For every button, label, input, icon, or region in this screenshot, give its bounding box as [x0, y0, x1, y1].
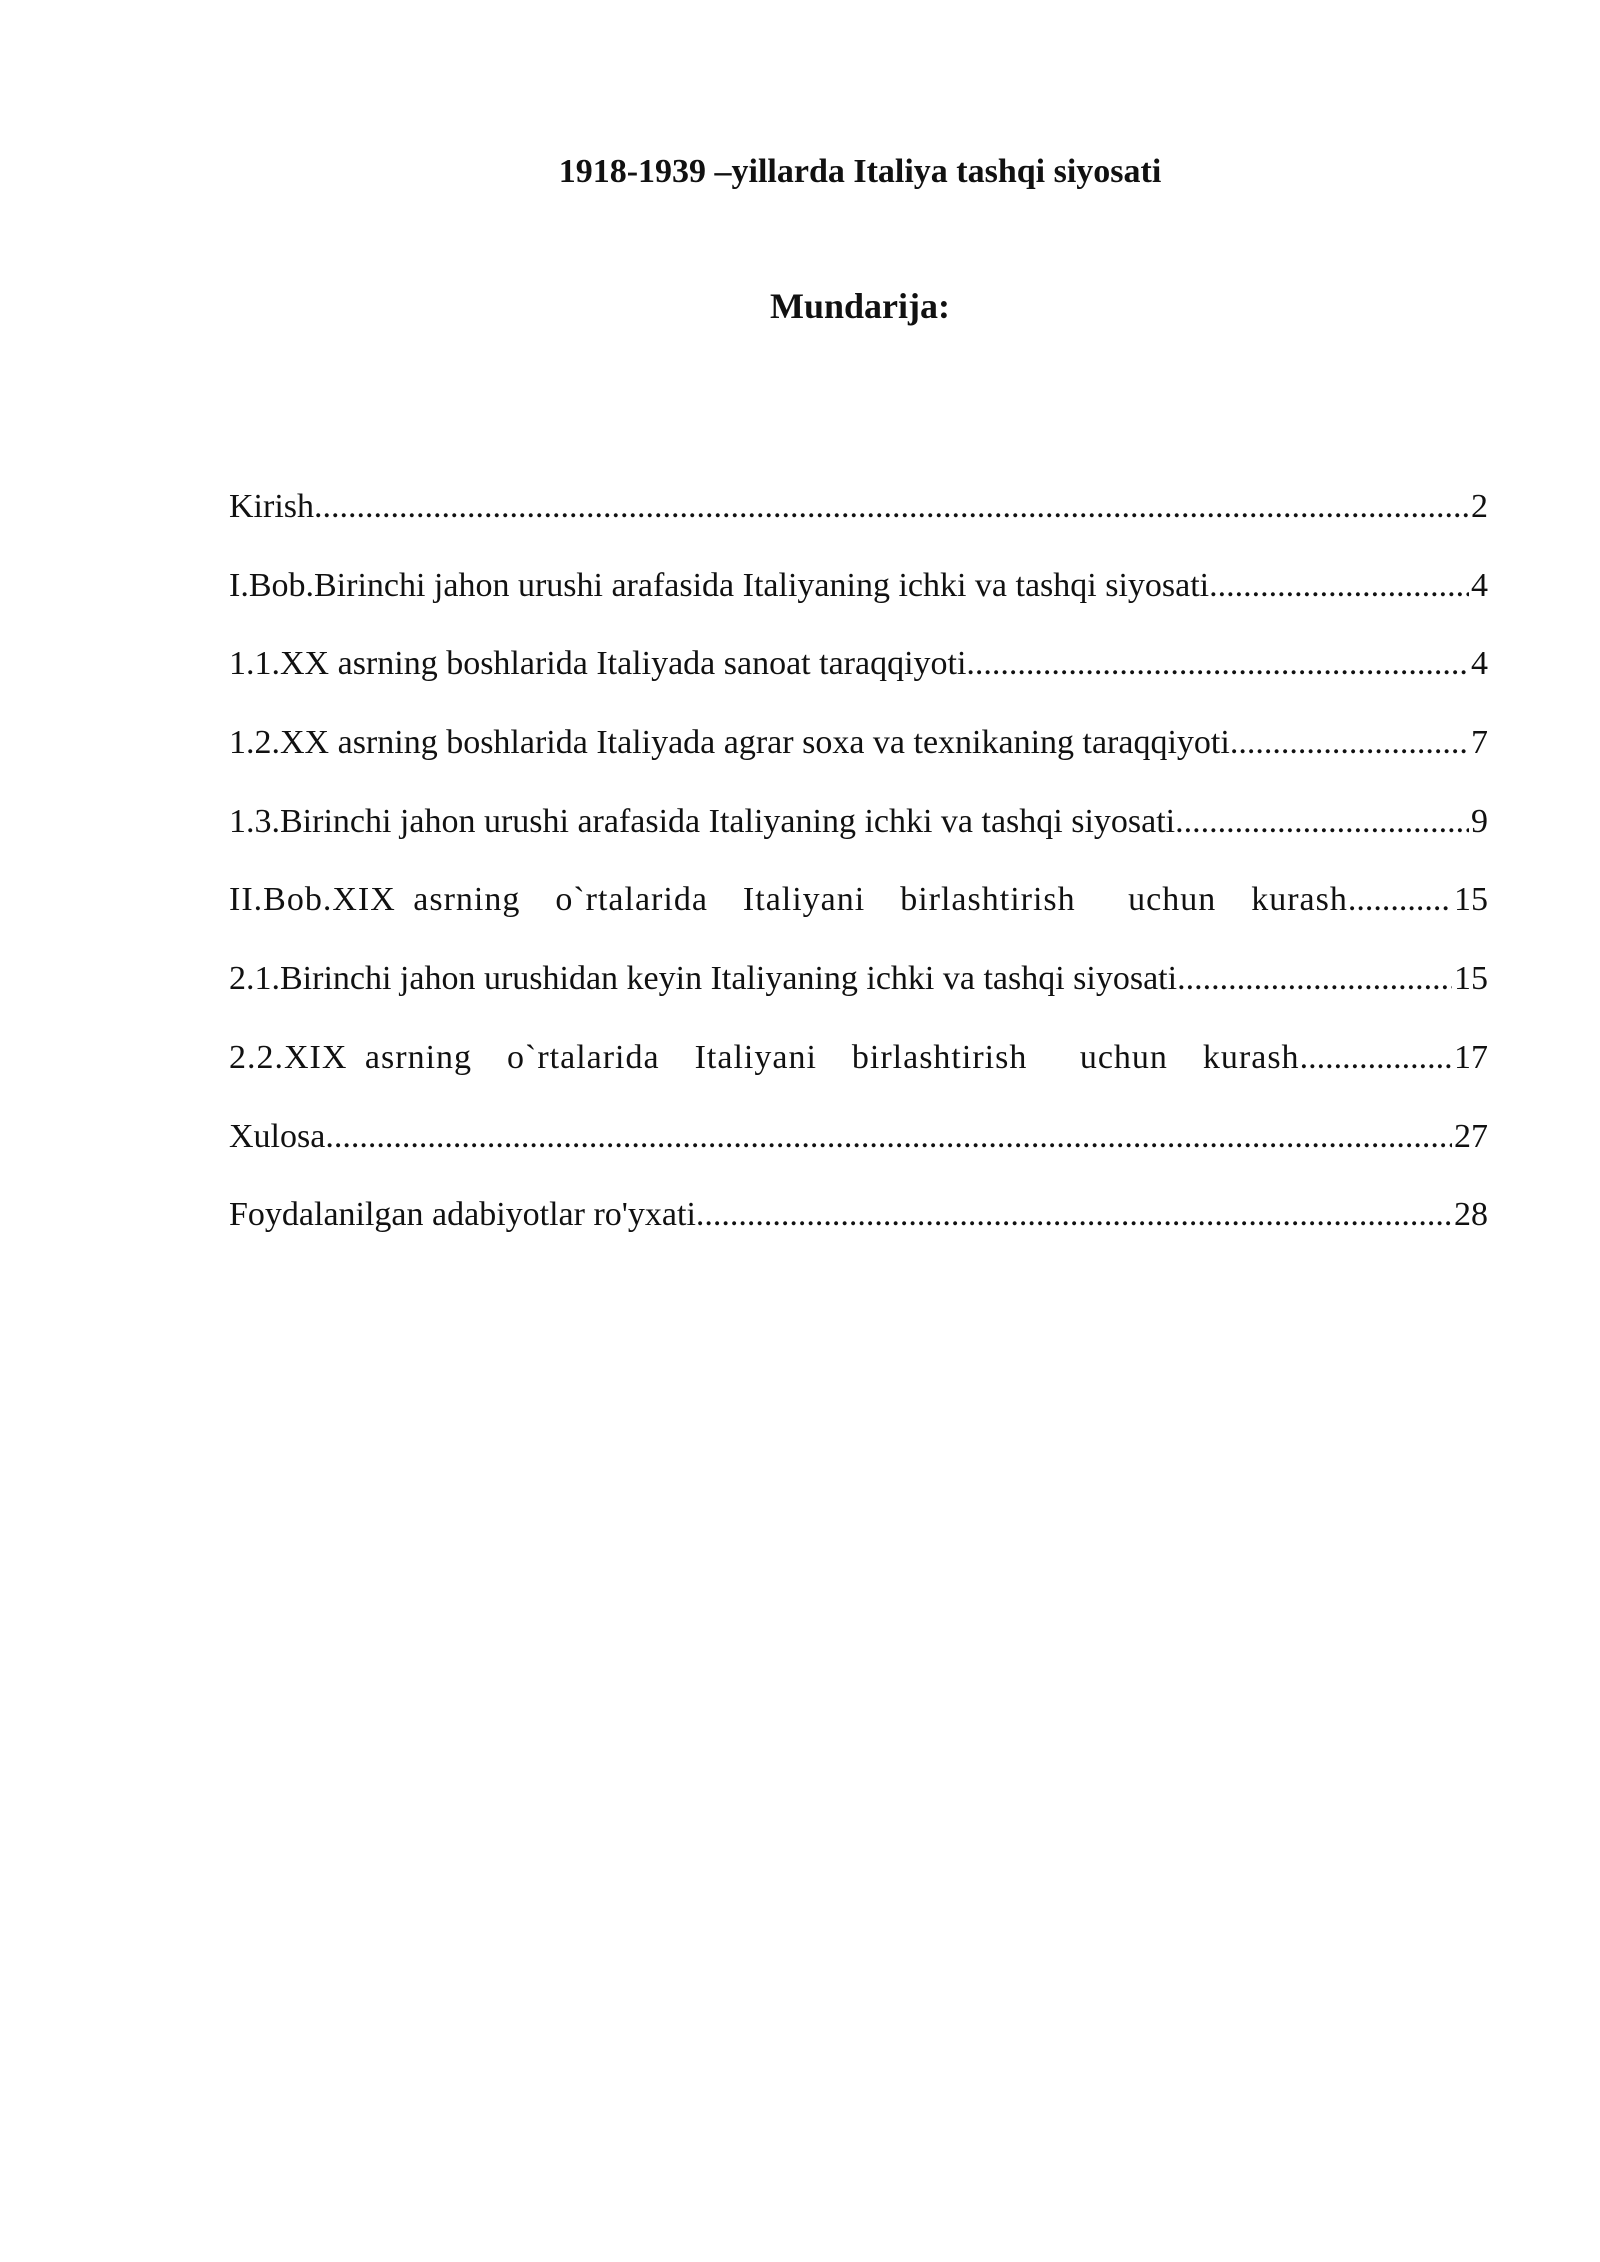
- toc-entry-page: 15: [1454, 960, 1488, 998]
- toc-entry-page: 7: [1471, 724, 1488, 762]
- toc-entry-section-2-1[interactable]: [229, 956, 1488, 1035]
- toc-entry-chapter-1[interactable]: [229, 563, 1488, 642]
- document-title: 1918-1939 –yillarda Italiya tashqi siyosati: [558, 153, 1162, 190]
- toc-leader-dots: [314, 484, 1469, 530]
- toc-entry-section-1-1[interactable]: [229, 641, 1488, 720]
- toc-entry-page: 4: [1471, 566, 1488, 604]
- toc-entry-page: 9: [1471, 802, 1488, 840]
- toc-entry-label: 1.2.XX asrning boshlarida Italiyada agrar soxa va texnikaning taraqqiyoti: [229, 724, 1230, 762]
- toc-entry-label: 2.1.Birinchi jahon urushidan keyin Italiyaning ichki va tashqi siyosati: [229, 960, 1178, 998]
- toc-entry-bibliography[interactable]: [229, 1192, 1488, 1271]
- toc-leader-dots: [1230, 720, 1469, 766]
- toc-entry-label: Kirish: [229, 488, 314, 525]
- toc-leader-dots: [1177, 956, 1452, 1002]
- toc-entry-section-1-2[interactable]: [229, 720, 1488, 799]
- toc-entry-label: 1.3.Birinchi jahon urushi arafasida Italiyaning ichki va tashqi siyosati: [229, 802, 1176, 840]
- toc-entry-label: I.Bob.Birinchi jahon urushi arafasida Italiyaning ichki va tashqi siyosati: [229, 566, 1210, 604]
- toc-entry-chapter-2[interactable]: [229, 877, 1488, 956]
- toc-entry-xulosa[interactable]: [229, 1114, 1488, 1193]
- toc-entry-label: Foydalanilgan adabiyotlar ro'yxati: [229, 1196, 696, 1234]
- toc-entry-page: 28: [1454, 1196, 1488, 1234]
- toc-leader-dots: [696, 1192, 1452, 1238]
- toc-leader-dots: [1348, 877, 1452, 923]
- toc-entry-kirish[interactable]: [229, 484, 1488, 563]
- toc-leader-dots: [1300, 1035, 1452, 1081]
- toc-entry-section-2-2[interactable]: [229, 1035, 1488, 1114]
- toc-entry-page: 4: [1471, 645, 1488, 683]
- toc-entry-label: 1.1.XX asrning boshlarida Italiyada sanoat taraqqiyoti: [229, 645, 967, 683]
- toc-entry-label: II.Bob.XIX asrning o`rtalarida Italiyani birlashtirish uchun kurash: [229, 881, 1348, 919]
- toc-leader-dots: [325, 1114, 1452, 1160]
- toc-entry-label: 2.2.XIX asrning o`rtalarida Italiyani birlashtirish uchun kurash: [229, 1038, 1300, 1076]
- toc-entry-page: 15: [1454, 881, 1488, 919]
- toc-entry-page: 2: [1471, 488, 1488, 525]
- toc-entry-page: 27: [1454, 1117, 1488, 1155]
- toc-entry-section-1-3[interactable]: [229, 799, 1488, 878]
- table-of-contents: [229, 484, 1488, 1271]
- toc-leader-dots: [1209, 563, 1469, 609]
- toc-leader-dots: [966, 641, 1469, 687]
- toc-entry-page: 17: [1454, 1038, 1488, 1076]
- toc-entry-label: Xulosa: [229, 1117, 326, 1155]
- toc-heading: Mundarija:: [770, 286, 950, 326]
- toc-leader-dots: [1175, 799, 1469, 845]
